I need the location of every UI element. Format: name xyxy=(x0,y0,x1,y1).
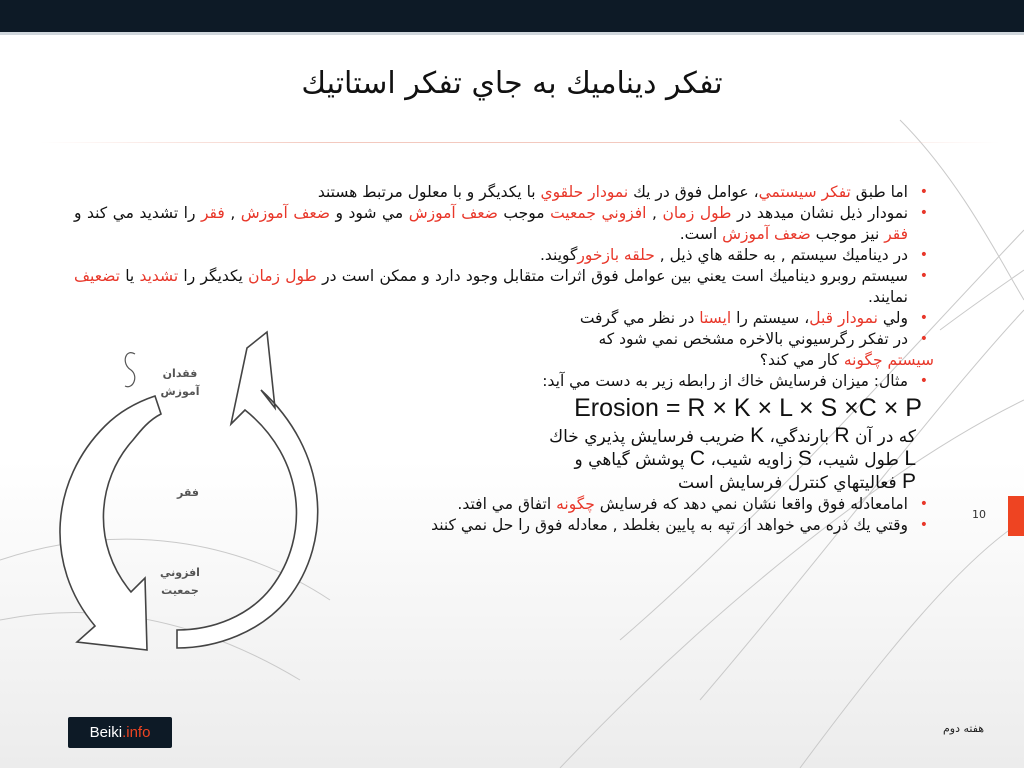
erosion-formula: Erosion = R × K × L × S ×C × P xyxy=(574,394,922,422)
bullet-diagram-explanation: • نمودار ذيل نشان ميدهد در طول زمان , افزوني جمعيت موجب ضعف آموزش مي شود و ضعف آموزش , فقر را تشديد مي كند و فقر نيز موجب ضعف آموزش است. xyxy=(74,203,934,245)
formula-variables xyxy=(74,425,916,494)
slide-title: تفكر ديناميك به جاي تفكر استاتيك xyxy=(301,66,723,101)
slide-body xyxy=(74,182,934,536)
bullet-particle: • وقتي يك ذره مي خواهد از تپه به پايين بغلطد , معادله فوق را حل نمي كنند xyxy=(74,515,934,536)
variables-line-3: P فعاليتهاي كنترل فرسايش است xyxy=(678,470,916,493)
bullet-feedback-loop: • در ديناميك سيستم , به حلقه هاي ذيل , حلقه بازخورگويند. xyxy=(74,245,934,266)
regression-question: سيستم چگونه كار مي كند؟ xyxy=(759,351,934,369)
bullet-equation-limit: • امامعادله فوق واقعا نشان نمي دهد كه فرسايش چگونه اتفاق مي افتد. xyxy=(74,494,934,515)
diagram-label-education: فقدان آموزش xyxy=(160,367,200,398)
diagram-label-poverty: فقر xyxy=(177,486,199,499)
bullet-systems-thinking: • اما طبق تفكر سيستمي، عوامل فوق در يك نمودار حلقوي با يكديگر و با معلول مرتبط هستند xyxy=(74,182,934,203)
variables-line-2: L طول شيب، S زاويه شيب، C پوشش گياهي و xyxy=(574,447,916,470)
bullet-regression-thinking: • در تفكر رگرسيوني بالاخره مشخص نمي شود كه xyxy=(74,329,934,350)
bullet-static-view: • ولي نمودار قبل، سيستم را ايستا در نظر مي گرفت xyxy=(74,308,934,329)
diagram-label-population: افزوني جمعيت xyxy=(160,566,200,597)
page-marker xyxy=(1008,496,1024,536)
footer-week: هفته دوم xyxy=(943,722,985,735)
title-divider xyxy=(40,142,1000,143)
bullet-erosion-example: • مثال: ميزان فرسايش خاك از رابطه زير به دست مي آيد: xyxy=(74,371,934,392)
beiki-logo: Beiki.info xyxy=(68,717,172,748)
bullet-dynamic-system: • سيستم روبرو ديناميك است يعني بين عوامل فوق اثرات متقابل وجود دارد و ممكن است در طول زمان يكديگر را تشديد يا تضعيف نمايند. xyxy=(74,266,934,308)
page-number: 10 xyxy=(972,508,986,521)
variables-line-1: كه در آن R بارندگي، K ضريب فرسايش پذيري خاك xyxy=(549,424,916,447)
